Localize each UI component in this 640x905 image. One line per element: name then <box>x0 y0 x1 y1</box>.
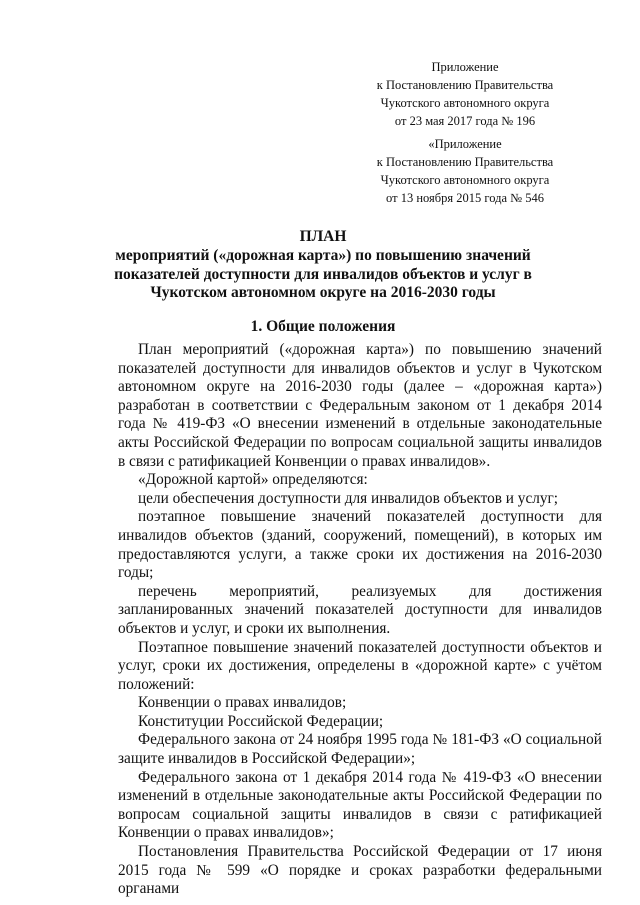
section-body <box>118 341 602 899</box>
appendix-header-previous <box>340 135 590 207</box>
title-subtitle: мероприятий («дорожная карта») по повышению значений показателей доступности для инвалидов объектов и услуг в Чукотском автономном округе на 2016-2030 годы <box>114 246 532 302</box>
paragraph: Постановления Правительства Российской Федерации от 17 июня 2015 года № 599 «О порядке и сроках разработки федеральными органами <box>118 843 602 898</box>
appendix-line: к Постановлению Правительства <box>376 78 554 92</box>
appendix-header-current <box>340 58 590 130</box>
appendix-line: к Постановлению Правительства <box>376 155 554 169</box>
appendix-line: от 23 мая 2017 года № 196 <box>394 114 536 128</box>
paragraph: Конвенции о правах инвалидов; <box>138 694 347 712</box>
paragraph: перечень мероприятий, реализуемых для достижения запланированных значений показателей доступности для инвалидов объектов и услуг, и сроки их выполнения. <box>118 582 602 637</box>
paragraph: Конституции Российской Федерации; <box>138 712 384 730</box>
paragraph: Федерального закона от 24 ноября 1995 года № 181-ФЗ «О социальной защите инвалидов в Российской Федерации»; <box>118 731 602 768</box>
paragraph: Федерального закона от 1 декабря 2014 года № 419-ФЗ «О внесении изменений в отдельные законодательные акты Российской Федерации по вопросам социальной защиты инвалидов в связи с ратификацией Конвенции о правах инвалидов»; <box>118 768 602 842</box>
appendix-line: «Приложение <box>428 137 502 151</box>
paragraph: План мероприятий («дорожная карта») по повышению значений показателей доступности для инвалидов объектов и услуг в Чукотском автономном округе на 2016-2030 годы (далее – «дорожная карта») разработан в соответствии с Федеральным законом от 1 декабря 2014 года № 419-ФЗ «О внесении изменений в отдельные законодательные акты Российской Федерации по вопросам социальной защиты инвалидов в связи с ратификацией Конвенции о правах инвалидов». <box>118 341 602 470</box>
appendix-line: от 13 ноября 2015 года № 546 <box>386 191 544 205</box>
paragraph: «Дорожной картой» определяются: <box>138 471 368 489</box>
paragraph: поэтапное повышение значений показателей доступности для инвалидов объектов (зданий, сооружений, помещений), в которых им предоставляются услуги, а также сроки их достижения на 2016-2030 годы; <box>118 508 602 582</box>
paragraph: Поэтапное повышение значений показателей доступности объектов и услуг, сроки их достижения, определены в «дорожной карте» с учётом положений: <box>118 638 602 693</box>
section-heading: 1. Общие положения <box>250 318 396 335</box>
appendix-line: Чукотского автономного округа <box>380 173 550 187</box>
paragraph: цели обеспечения доступности для инвалидов объектов и услуг; <box>138 489 559 507</box>
appendix-line: Чукотского автономного округа <box>380 96 550 110</box>
title-main: ПЛАН <box>299 228 347 245</box>
document-title <box>78 228 568 303</box>
appendix-line: Приложение <box>431 60 499 74</box>
